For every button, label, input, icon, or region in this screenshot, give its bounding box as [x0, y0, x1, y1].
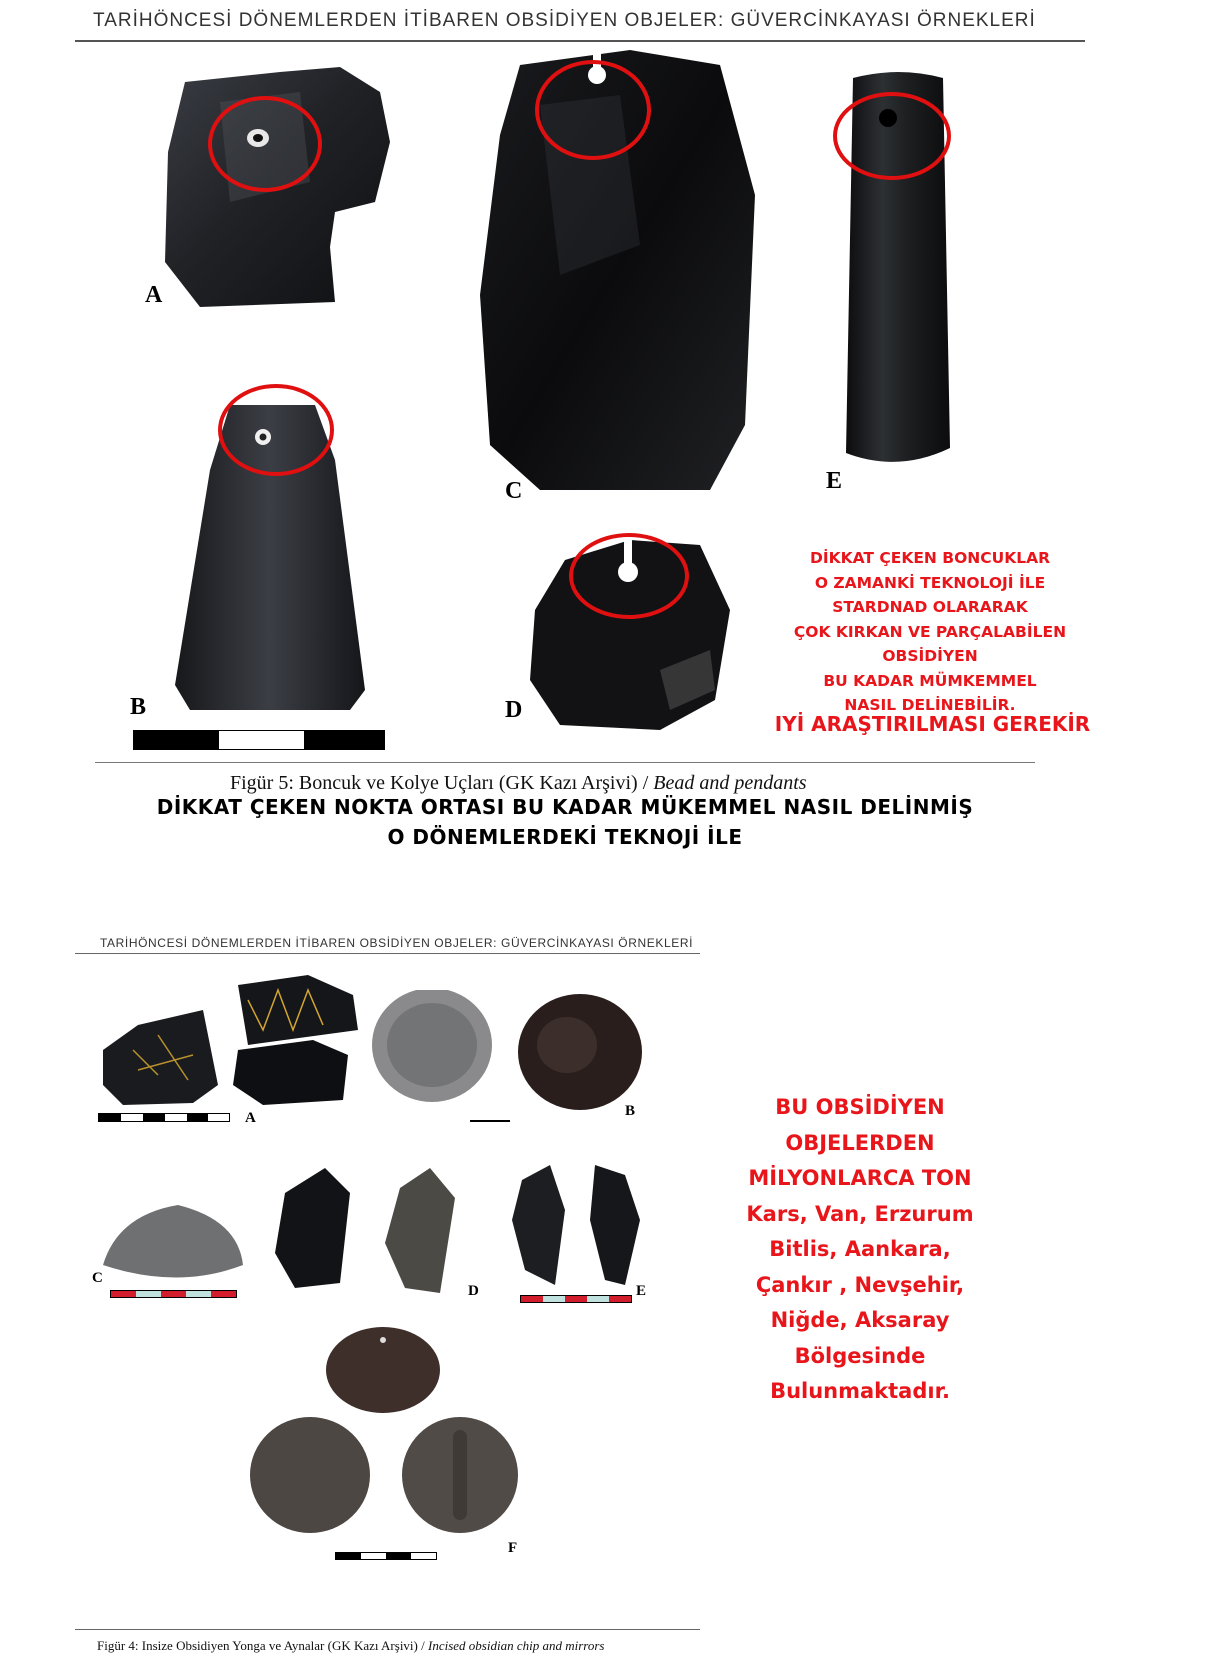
label-2a: A — [245, 1110, 256, 1126]
red-note-line: MİLYONLARCA TON — [748, 1166, 972, 1190]
objects-f-image — [250, 1325, 520, 1540]
label-e: E — [826, 468, 843, 494]
header-divider — [75, 40, 1085, 42]
scale-bar-f — [335, 1552, 437, 1560]
red-note-research: IYİ ARAŞTIRILMASI GEREKİR — [774, 712, 1091, 736]
label-2c: C — [92, 1270, 103, 1286]
red-note-line: ÇOK KIRKAN VE PARÇALABİLEN — [793, 622, 1067, 641]
label-a: A — [145, 282, 163, 308]
red-note-line: BU KADAR MÜMKEMMEL — [823, 671, 1037, 690]
red-note-line: DİKKAT ÇEKEN BONCUKLAR — [809, 549, 1051, 567]
label-c: C — [505, 478, 523, 504]
scale-bar-b — [470, 1120, 510, 1122]
label-2e: E — [636, 1283, 647, 1299]
scale-bar-a — [98, 1113, 230, 1122]
highlight-circle-d — [569, 533, 689, 619]
red-note-line: STARDNAD OLARARAK — [832, 598, 1028, 616]
label-2b: B — [625, 1103, 636, 1119]
caption-divider-2 — [75, 1629, 700, 1630]
red-note-beads — [780, 546, 1080, 718]
scale-bar-e — [520, 1295, 632, 1303]
red-note-obsidian-regions — [700, 1090, 1020, 1410]
red-note-line: NASIL DELİNEBİLİR. — [844, 696, 1016, 714]
red-note-line: Bölgesinde — [794, 1343, 926, 1368]
objects-e-image — [510, 1160, 650, 1290]
figure5-caption: Figür 5: Boncuk ve Kolye Uçları (GK Kazı Arşivi) / Bead and pendants — [230, 772, 807, 794]
red-note-line: OBSİDİYEN — [882, 647, 978, 665]
red-note-line: Çankır , Nevşehir, — [755, 1272, 965, 1297]
figure4-caption: Figür 4: Insize Obsidiyen Yonga ve Aynalar (GK Kazı Arşivi) / Incised obsidian chip and mirrors — [97, 1638, 605, 1653]
red-note-line: OBJELERDEN — [785, 1130, 935, 1155]
header-divider-2 — [75, 953, 700, 954]
scale-bar-c — [110, 1290, 237, 1298]
overlay-note-line2: O DÖNEMLERDEKİ TEKNOJİ İLE — [387, 825, 743, 849]
highlight-circle-b — [218, 384, 334, 476]
mirrors-b-image — [372, 990, 652, 1115]
highlight-circle-c — [535, 60, 651, 160]
highlight-circle-e — [833, 92, 951, 180]
label-b: B — [130, 694, 147, 720]
objects-d-image — [270, 1163, 500, 1293]
label-2d: D — [468, 1283, 479, 1299]
scale-bar — [133, 730, 385, 750]
object-c-image — [98, 1195, 248, 1285]
red-note-line: O ZAMANKİ TEKNOLOJİ İLE — [814, 573, 1046, 592]
overlay-note-line1: DİKKAT ÇEKEN NOKTA ORTASI BU KADAR MÜKEMMEL NASIL DELİNMİŞ — [156, 795, 974, 819]
label-2f: F — [508, 1540, 518, 1556]
page2-header: TARİHÖNCESİ DÖNEMLERDEN İTİBAREN OBSİDİYEN OBJELER: GÜVERCİNKAYASI ÖRNEKLERİ — [100, 936, 694, 950]
highlight-circle-a — [208, 96, 322, 192]
label-d: D — [505, 697, 523, 723]
page1-header: TARİHÖNCESİ DÖNEMLERDEN İTİBAREN OBSİDİYEN OBJELER: GÜVERCİNKAYASI ÖRNEKLERİ — [93, 10, 1036, 31]
red-note-line: BU OBSİDİYEN — [775, 1095, 945, 1119]
red-note-line: Niğde, Aksaray — [770, 1308, 950, 1332]
red-note-line: Bulunmaktadır. — [770, 1379, 950, 1403]
red-note-line: Kars, Van, Erzurum — [746, 1201, 974, 1226]
incised-chips-a-image — [98, 975, 368, 1135]
red-note-line: Bitlis, Aankara, — [769, 1237, 951, 1261]
caption-divider — [95, 762, 1035, 763]
